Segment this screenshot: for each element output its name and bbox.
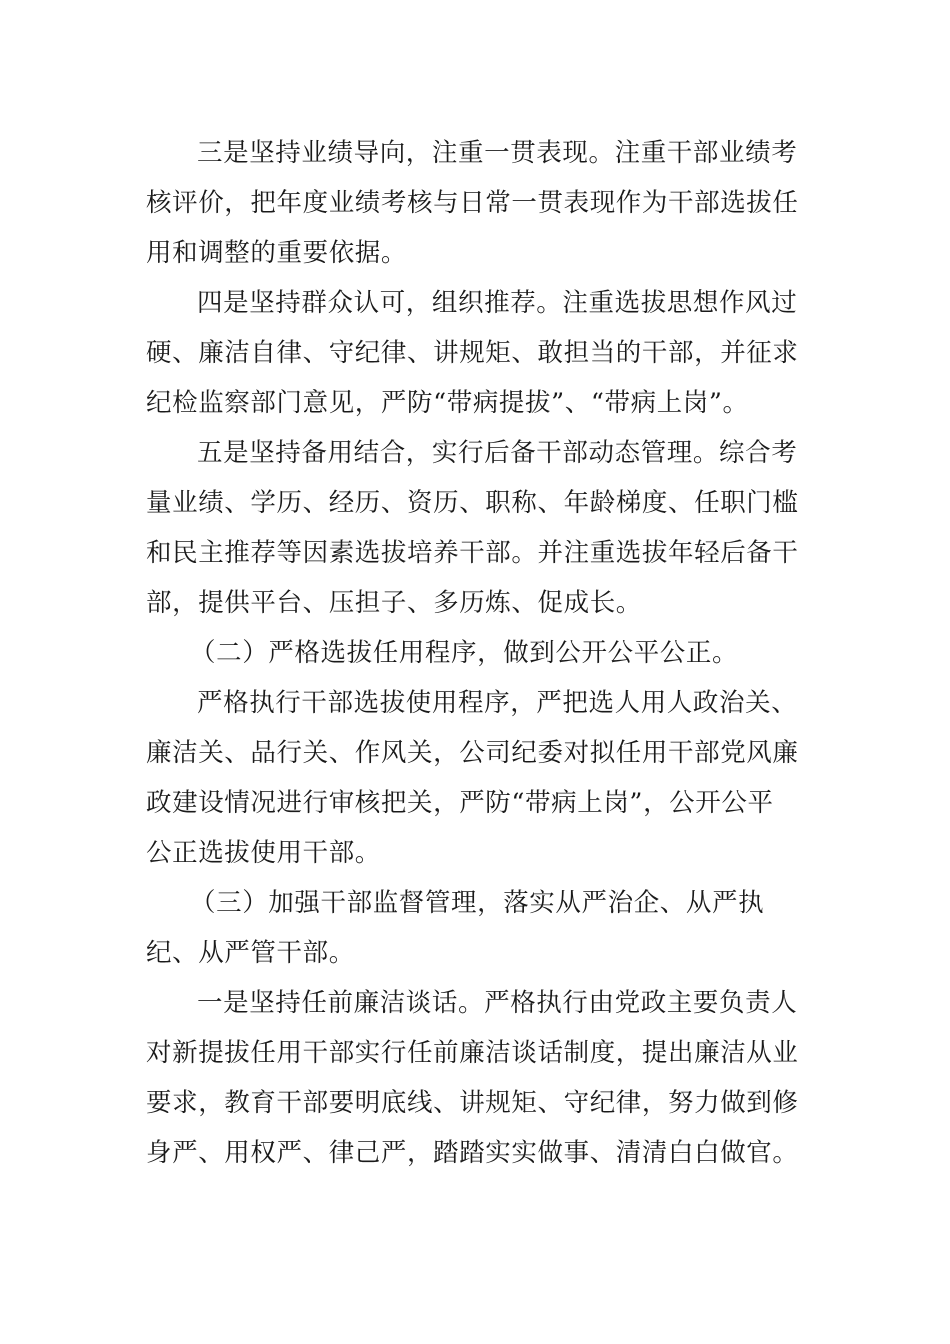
- text-line: 政建设情况进行审核把关，严防“带病上岗”，公开公平: [146, 788, 774, 818]
- text-line: 用和调整的重要依据。: [146, 238, 408, 268]
- text-line: 要求，教育干部要明底线、讲规矩、守纪律，努力做到修: [146, 1088, 799, 1118]
- section-heading: （三）加强干部监督管理，落实从严治企、从严执: [190, 888, 765, 918]
- text-line: 和民主推荐等因素选拔培养干部。并注重选拔年轻后备干: [146, 538, 799, 568]
- text-line: 五是坚持备用结合，实行后备干部动态管理。综合考: [197, 438, 798, 468]
- text-line: 量业绩、学历、经历、资历、职称、年龄梯度、任职门槛: [146, 488, 799, 518]
- text-line: 四是坚持群众认可，组织推荐。注重选拔思想作风过: [197, 288, 798, 318]
- text-line: 硬、廉洁自律、守纪律、讲规矩、敢担当的干部，并征求: [146, 338, 799, 368]
- text-line: 对新提拔任用干部实行任前廉洁谈话制度，提出廉洁从业: [146, 1038, 799, 1068]
- section-heading: （二）严格选拔任用程序，做到公开公平公正。: [190, 638, 739, 668]
- text-line: 三是坚持业绩导向，注重一贯表现。注重干部业绩考: [197, 138, 798, 168]
- text-line: 廉洁关、品行关、作风关，公司纪委对拟任用干部党风廉: [146, 738, 799, 768]
- text-line: 核评价，把年度业绩考核与日常一贯表现作为干部选拔任: [146, 188, 799, 218]
- text-line: 公正选拔使用干部。: [146, 838, 381, 868]
- text-line: 纪检监察部门意见，严防“带病提拔”、“带病上岗”。: [146, 388, 749, 418]
- text-line: 部，提供平台、压担子、多历炼、促成长。: [146, 588, 642, 618]
- section-heading-continued: 纪、从严管干部。: [146, 938, 355, 968]
- text-line: 严格执行干部选拔使用程序，严把选人用人政治关、: [197, 688, 798, 718]
- text-line: 身严、用权严、律己严，踏踏实实做事、清清白白做官。: [146, 1138, 799, 1168]
- text-line: 一是坚持任前廉洁谈话。严格执行由党政主要负责人: [197, 988, 798, 1018]
